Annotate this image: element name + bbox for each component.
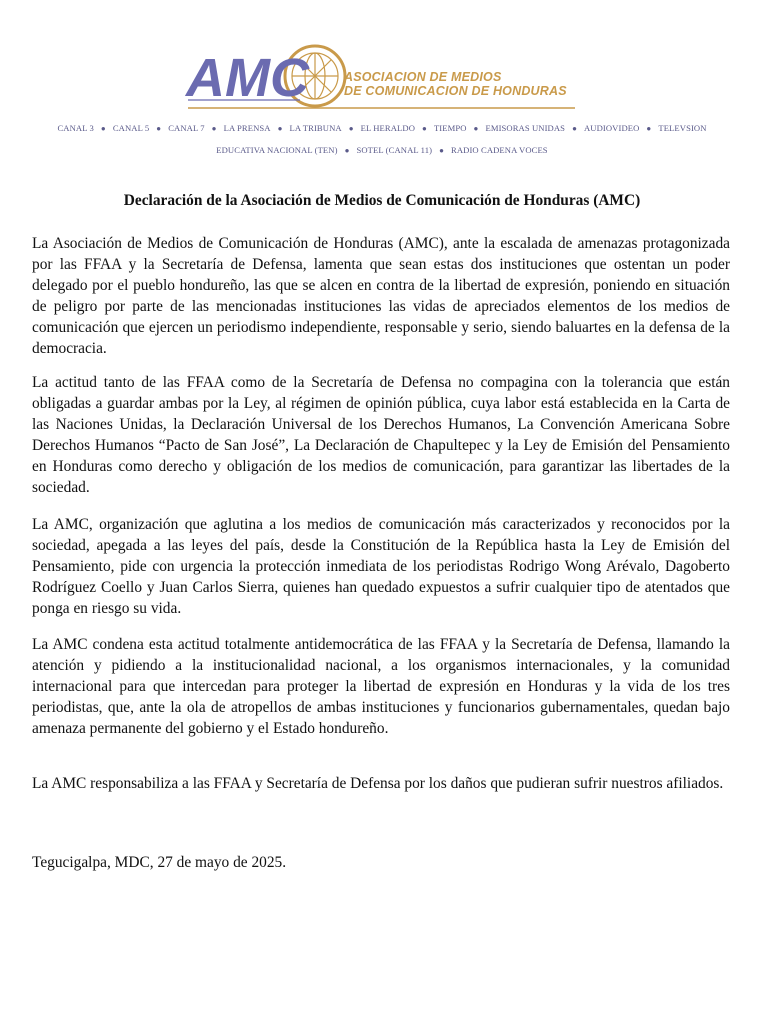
member-outlet: LA TRIBUNA: [289, 123, 342, 133]
member-outlet: EL HERALDO: [360, 123, 416, 133]
document-title: Declaración de la Asociación de Medios de Comunicación de Honduras (AMC): [123, 192, 641, 209]
member-outlet: AUDIOVIDEO: [584, 123, 640, 133]
member-outlet: CANAL 7: [168, 123, 205, 133]
member-outlet: EDUCATIVA NACIONAL (TEN): [216, 145, 338, 155]
bullet-icon: ●: [156, 124, 162, 133]
amc-logo: [180, 38, 580, 118]
paragraph-4: La AMC condena esta actitud totalmente antidemocrática de las FFAA y la Secretaría de Defensa, llamando la atención y pidiendo a la institucionalidad nacional, a los organismos internacionales, y la comunidad internacional para que intercedan para proteger la libertad de expresión en Honduras y la vida de los tres periodistas, que, ante la ola de atropellos de ambas instituciones y funcionarios gubernamentales, quedan bajo amenaza permanente del gobierno y el Estado hondureño.: [32, 636, 730, 737]
member-list-row1: [30, 123, 734, 133]
member-outlet: LA PRENSA: [223, 123, 271, 133]
logo-text: AMC: [186, 48, 309, 108]
org-name-line1: ASOCIACION DE MEDIOS: [344, 70, 502, 84]
bullet-icon: ●: [439, 146, 445, 155]
paragraph-1: La Asociación de Medios de Comunicación de Honduras (AMC), ante la escalada de amenazas protagonizada por las FFAA y la Secretaría de Defensa, lamenta que sean estas dos instituciones que ostentan un poder delegado por el pueblo hondureño, las que se alcen en contra de la libertad de expresión, poniendo en situación de peligro por parte de las mencionadas instituciones las vidas de apreciados elementos de los medios de comunicación que ejercen un periodismo independiente, responsable y serio, siendo baluartes en la defensa de la democracia.: [32, 235, 730, 357]
member-outlet: SOTEL (CANAL 11): [356, 145, 433, 155]
org-name-line2: DE COMUNICACION DE HONDURAS: [344, 84, 567, 98]
member-list-row2: [30, 145, 734, 155]
bullet-icon: ●: [422, 124, 427, 133]
bullet-icon: ●: [473, 124, 479, 133]
paragraph-5: La AMC responsabiliza a las FFAA y Secretaría de Defensa por los daños que pudieran sufrir nuestros afiliados.: [32, 775, 724, 792]
member-outlet: CANAL 5: [112, 123, 150, 133]
bullet-icon: ●: [211, 124, 217, 133]
member-outlet: RADIO CADENA VOCES: [451, 145, 548, 155]
paragraph-2: La actitud tanto de las FFAA como de la Secretaría de Defensa no compagina con la tolerancia que están obligadas a guardar ambas por la Ley, al régimen de opinión pública, cuya labor está establecida en la Carta de las Naciones Unidas, la Declaración Universal de los Derechos Humanos, La Convención Americana Sobre Derechos Humanos “Pacto de San José”, La Declaración de Chapultepec y la Ley de Emisión del Pensamiento en Honduras como derecho y obligación de los medios de comunicación, para garantizar las libertades de la sociedad.: [32, 374, 730, 496]
member-outlet: EMISORAS UNIDAS: [485, 123, 566, 133]
bullet-icon: ●: [100, 124, 106, 133]
bullet-icon: ●: [572, 124, 577, 133]
bullet-icon: ●: [646, 124, 652, 133]
place-date: Tegucigalpa, MDC, 27 de mayo de 2025.: [32, 854, 287, 871]
bullet-icon: ●: [277, 124, 283, 133]
member-outlet: CANAL 3: [57, 123, 94, 133]
member-outlet: TIEMPO: [433, 123, 467, 133]
paragraph-3: La AMC, organización que aglutina a los medios de comunicación más caracterizados y reconocidos por la sociedad, apegada a las leyes del país, desde la Constitución de la República hasta la Ley de Emisión del Pensamiento, pide con urgencia la protección inmediata de los periodistas Rodrigo Wong Arévalo, Dagoberto Rodríguez Coello y Juan Carlos Sierra, quienes han quedado expuestos a sufrir cualquier tipo de atentados que ponga en riesgo su vida.: [32, 516, 730, 617]
bullet-icon: ●: [344, 146, 350, 155]
letterhead: [0, 0, 764, 165]
member-outlet: TELEVSION: [658, 123, 707, 133]
bullet-icon: ●: [348, 124, 354, 133]
